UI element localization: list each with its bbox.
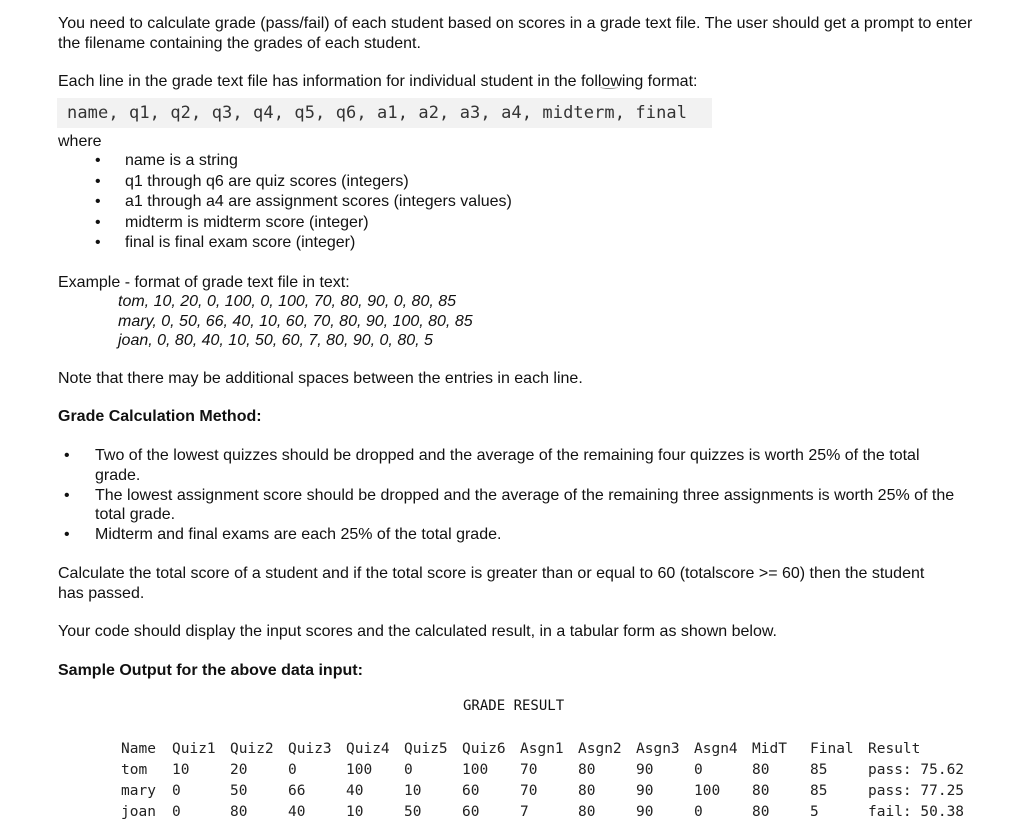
grade-result-table — [121, 738, 964, 822]
cell: 80 — [578, 761, 596, 778]
cell-name: joan — [121, 803, 156, 820]
example-line: joan, 0, 80, 40, 10, 50, 60, 7, 80, 90, 0, 80, 5 — [118, 332, 433, 349]
cell: 50 — [404, 803, 422, 820]
cell: 100 — [694, 782, 721, 799]
header-name: Name — [121, 740, 156, 757]
field-definitions-list — [95, 151, 512, 254]
cell: 80 — [578, 782, 596, 799]
list-item: • midterm is midterm score (integer) — [95, 213, 512, 234]
example-label: Example - format of grade text file in text: — [58, 274, 350, 291]
cell: 80 — [578, 803, 596, 820]
cell-result: pass: 75.62 — [868, 761, 965, 778]
header-quiz1: Quiz1 — [172, 740, 216, 757]
cell: 20 — [230, 761, 248, 778]
header-quiz2: Quiz2 — [230, 740, 274, 757]
table-row — [121, 801, 964, 822]
list-item: • Two of the lowest quizzes should be dropped and the average of the remaining four quizzes is worth 25% of the total grade. — [64, 446, 969, 486]
list-item: • The lowest assignment score should be dropped and the average of the remaining three assignments is worth 25% of the total grade. — [64, 486, 969, 526]
calc-note: Calculate the total score of a student and if the total score is greater than or equal to 60 (totalscore >= 60) then the student has passed. — [58, 565, 925, 602]
header-quiz5: Quiz5 — [404, 740, 448, 757]
example-line: tom, 10, 20, 0, 100, 0, 100, 70, 80, 90, 0, 80, 85 — [118, 293, 457, 310]
cell: 40 — [288, 803, 306, 820]
header-asgn2: Asgn2 — [578, 740, 622, 757]
display-note: Your code should display the input scores and the calculated result, in a tabular form as shown below. — [58, 623, 777, 640]
cell: 50 — [230, 782, 248, 799]
cell: 80 — [752, 782, 770, 799]
format-code-line: name, q1, q2, q3, q4, q5, q6, a1, a2, a3, a4, midterm, final — [57, 98, 712, 128]
cell: 80 — [752, 761, 770, 778]
cell-result: pass: 77.25 — [868, 782, 965, 799]
example-line: mary, 0, 50, 66, 40, 10, 60, 70, 80, 90, 100, 80, 85 — [118, 313, 473, 330]
cell: 60 — [462, 803, 480, 820]
sample-heading: Sample Output for the above data input: — [58, 662, 363, 679]
cell: 10 — [346, 803, 364, 820]
cell: 100 — [462, 761, 489, 778]
cell: 10 — [404, 782, 422, 799]
header-result: Result — [868, 740, 921, 757]
grade-result-title: GRADE RESULT — [463, 698, 565, 714]
cell: 70 — [520, 782, 538, 799]
cell: 0 — [172, 803, 181, 820]
spellcheck-mark — [600, 85, 618, 89]
cell: 90 — [636, 761, 654, 778]
header-quiz3: Quiz3 — [288, 740, 332, 757]
cell-result: fail: 50.38 — [868, 803, 965, 820]
cell: 10 — [172, 761, 190, 778]
list-item: • Midterm and final exams are each 25% of the total grade. — [64, 525, 969, 545]
cell: 0 — [404, 761, 413, 778]
cell: 0 — [288, 761, 297, 778]
method-heading: Grade Calculation Method: — [58, 408, 262, 425]
cell: 7 — [520, 803, 529, 820]
cell: 40 — [346, 782, 364, 799]
header-quiz6: Quiz6 — [462, 740, 506, 757]
cell: 100 — [346, 761, 373, 778]
cell: 0 — [694, 761, 703, 778]
header-quiz4: Quiz4 — [346, 740, 390, 757]
list-item: • final is final exam score (integer) — [95, 233, 512, 254]
cell: 70 — [520, 761, 538, 778]
cell: 90 — [636, 782, 654, 799]
format-intro: Each line in the grade text file has information for individual student in the following format: — [58, 73, 698, 90]
table-header-row — [121, 738, 964, 759]
cell: 85 — [810, 782, 828, 799]
cell: 80 — [230, 803, 248, 820]
method-rules-list — [64, 446, 969, 545]
cell-name: mary — [121, 782, 156, 799]
header-asgn1: Asgn1 — [520, 740, 564, 757]
cell: 85 — [810, 761, 828, 778]
table-row — [121, 759, 964, 780]
header-final: Final — [810, 740, 854, 757]
cell: 0 — [172, 782, 181, 799]
cell: 0 — [694, 803, 703, 820]
list-item: • a1 through a4 are assignment scores (integers values) — [95, 192, 512, 213]
table-row — [121, 780, 964, 801]
cell: 60 — [462, 782, 480, 799]
intro-paragraph: You need to calculate grade (pass/fail) of each student based on scores in a grade text file. The user should get a prompt to enter the filename containing the grades of each student. — [58, 15, 973, 52]
where-label: where — [58, 133, 102, 150]
spaces-note: Note that there may be additional spaces between the entries in each line. — [58, 370, 583, 387]
list-item: • name is a string — [95, 151, 512, 172]
cell: 66 — [288, 782, 306, 799]
list-item: • q1 through q6 are quiz scores (integers) — [95, 172, 512, 193]
cell: 80 — [752, 803, 770, 820]
header-asgn3: Asgn3 — [636, 740, 680, 757]
header-midterm: MidT — [752, 740, 787, 757]
header-asgn4: Asgn4 — [694, 740, 738, 757]
cell: 90 — [636, 803, 654, 820]
cell-name: tom — [121, 761, 148, 778]
cell: 5 — [810, 803, 819, 820]
